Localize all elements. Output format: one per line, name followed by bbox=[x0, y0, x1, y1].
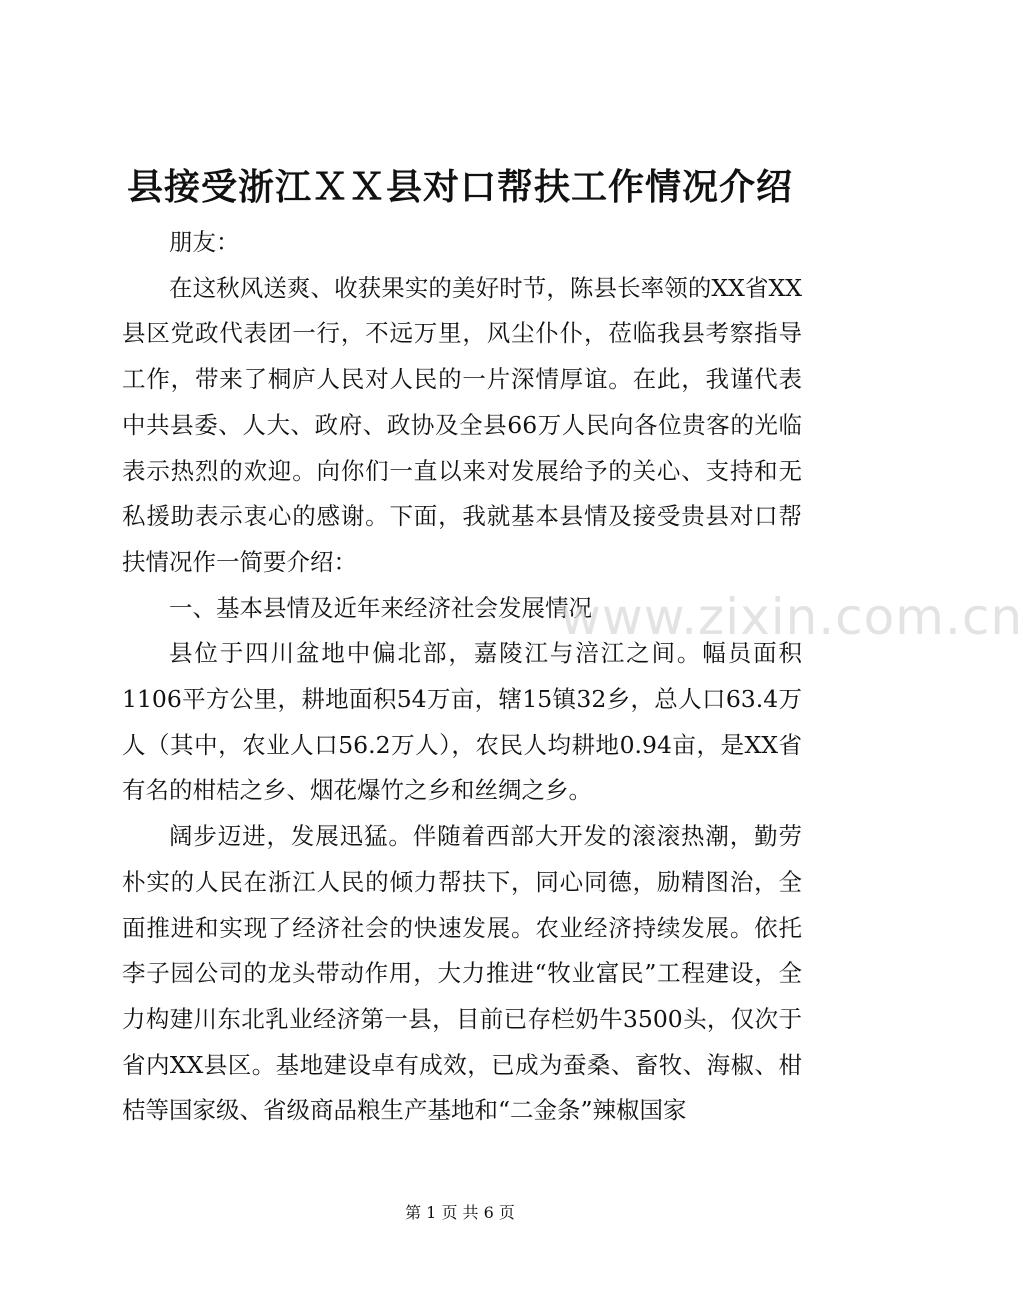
document-body bbox=[122, 220, 802, 1134]
page-footer: 第 1 页 共 6 页 bbox=[405, 1203, 515, 1222]
paragraph-county-overview: 县位于四川盆地中偏北部，嘉陵江与涪江之间。幅员面积1106平方公里，耕地面积54万亩，辖15镇32乡，总人口63.4万人（其中，农业人口56.2万人），农民人均耕地0.94亩，是XX省有名的柑桔之乡、烟花爆竹之乡和丝绸之乡。 bbox=[122, 639, 802, 805]
document-title: 县接受浙江ＸＸ县对口帮扶工作情况介绍 bbox=[126, 166, 793, 208]
section-heading: 一、基本县情及近年来经济社会发展情况 bbox=[169, 593, 592, 622]
watermark: www.zixin.com.cn bbox=[560, 588, 1023, 646]
paragraph-development: 阔步迈进，发展迅猛。伴随着西部大开发的滚滚热潮，勤劳朴实的人民在浙江人民的倾力帮扶下，同心同德，励精图治，全面推进和实现了经济社会的快速发展。农业经济持续发展。依托李子园公司的龙头带动作用，大力推进“牧业富民”工程建设，全力构建川东北乳业经济第一县，目前已存栏奶牛3500头，仅次于省内XX县区。基地建设卓有成效，已成为蚕桑、畜牧、海椒、柑桔等国家级、省级商品粮生产基地和“二金条”辣椒国家 bbox=[122, 822, 802, 1125]
salutation: 朋友： bbox=[169, 228, 240, 256]
paragraph-welcome: 在这秋风送爽、收获果实的美好时节，陈县长率领的XX省XX县区党政代表团一行，不远万里，风尘仆仆，莅临我县考察指导工作，带来了桐庐人民对人民的一片深情厚谊。在此，我谨代表中共县委、人大、政府、政协及全县66万人民向各位贵客的光临表示热烈的欢迎。向你们一直以来对发展给予的关心、支持和无私援助表示衷心的感谢。下面，我就基本县情及接受贵县对口帮扶情况作一简要介绍： bbox=[122, 273, 802, 576]
